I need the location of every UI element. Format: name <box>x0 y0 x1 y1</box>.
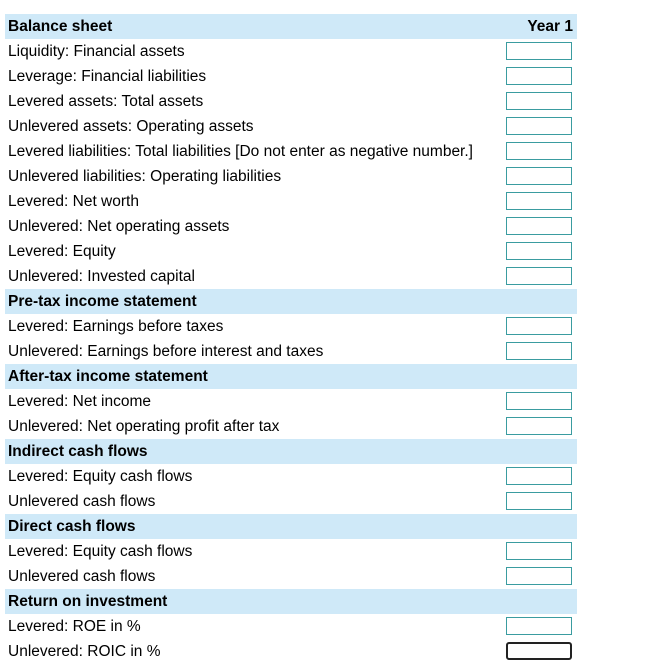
answer-input[interactable] <box>506 167 572 185</box>
answer-input[interactable] <box>506 267 572 285</box>
answer-input[interactable] <box>506 467 572 485</box>
table-row <box>5 39 577 64</box>
section-header <box>5 14 577 39</box>
section-title: After-tax income statement <box>8 368 208 385</box>
row-label: Unlevered: Invested capital <box>8 268 195 285</box>
row-label: Unlevered assets: Operating assets <box>8 118 254 135</box>
answer-input[interactable] <box>506 67 572 85</box>
answer-input[interactable] <box>506 392 572 410</box>
table-row <box>5 489 577 514</box>
row-label: Unlevered: Net operating profit after tax <box>8 418 280 435</box>
row-label: Unlevered cash flows <box>8 568 156 585</box>
row-label: Unlevered liabilities: Operating liabilities <box>8 168 282 185</box>
section-header <box>5 589 577 614</box>
table-row <box>5 239 577 264</box>
section-header <box>5 364 577 389</box>
row-label: Levered: ROE in % <box>8 618 141 635</box>
row-label: Unlevered: Earnings before interest and taxes <box>8 343 324 360</box>
balance-sheet-table <box>5 14 577 664</box>
row-label: Levered: Equity <box>8 243 116 260</box>
row-label: Levered assets: Total assets <box>8 93 204 110</box>
answer-input[interactable] <box>506 492 572 510</box>
answer-input[interactable] <box>506 642 572 660</box>
row-label: Levered: Earnings before taxes <box>8 318 224 335</box>
answer-input[interactable] <box>506 617 572 635</box>
table-row <box>5 214 577 239</box>
column-header-year-1: Year 1 <box>527 18 573 35</box>
table-row <box>5 64 577 89</box>
answer-input[interactable] <box>506 242 572 260</box>
table-row <box>5 139 577 164</box>
row-label: Liquidity: Financial assets <box>8 43 185 60</box>
table-row <box>5 114 577 139</box>
table-row <box>5 539 577 564</box>
table-row <box>5 564 577 589</box>
section-title: Direct cash flows <box>8 518 136 535</box>
answer-input[interactable] <box>506 42 572 60</box>
answer-input[interactable] <box>506 342 572 360</box>
row-label: Levered liabilities: Total liabilities [Do not enter as negative number.] <box>8 143 473 160</box>
row-label: Levered: Net worth <box>8 193 139 210</box>
table-row <box>5 314 577 339</box>
answer-input[interactable] <box>506 417 572 435</box>
section-title: Return on investment <box>8 593 168 610</box>
table-row <box>5 339 577 364</box>
table-row <box>5 164 577 189</box>
table-row <box>5 639 577 664</box>
row-label: Unlevered cash flows <box>8 493 156 510</box>
row-label: Levered: Equity cash flows <box>8 543 193 560</box>
answer-input[interactable] <box>506 217 572 235</box>
row-label: Levered: Net income <box>8 393 152 410</box>
section-header <box>5 439 577 464</box>
table-row <box>5 189 577 214</box>
section-header <box>5 289 577 314</box>
section-title: Pre-tax income statement <box>8 293 197 310</box>
answer-input[interactable] <box>506 317 572 335</box>
row-label: Levered: Equity cash flows <box>8 468 193 485</box>
table-row <box>5 264 577 289</box>
answer-input[interactable] <box>506 542 572 560</box>
row-label: Unlevered: ROIC in % <box>8 643 161 660</box>
section-title: Balance sheet <box>8 18 113 35</box>
answer-input[interactable] <box>506 117 572 135</box>
row-label: Unlevered: Net operating assets <box>8 218 230 235</box>
section-title: Indirect cash flows <box>8 443 148 460</box>
row-label: Leverage: Financial liabilities <box>8 68 207 85</box>
table-row <box>5 89 577 114</box>
table-row <box>5 389 577 414</box>
answer-input[interactable] <box>506 192 572 210</box>
table-row <box>5 614 577 639</box>
section-header <box>5 514 577 539</box>
answer-input[interactable] <box>506 92 572 110</box>
answer-input[interactable] <box>506 567 572 585</box>
table-row <box>5 464 577 489</box>
answer-input[interactable] <box>506 142 572 160</box>
table-row <box>5 414 577 439</box>
